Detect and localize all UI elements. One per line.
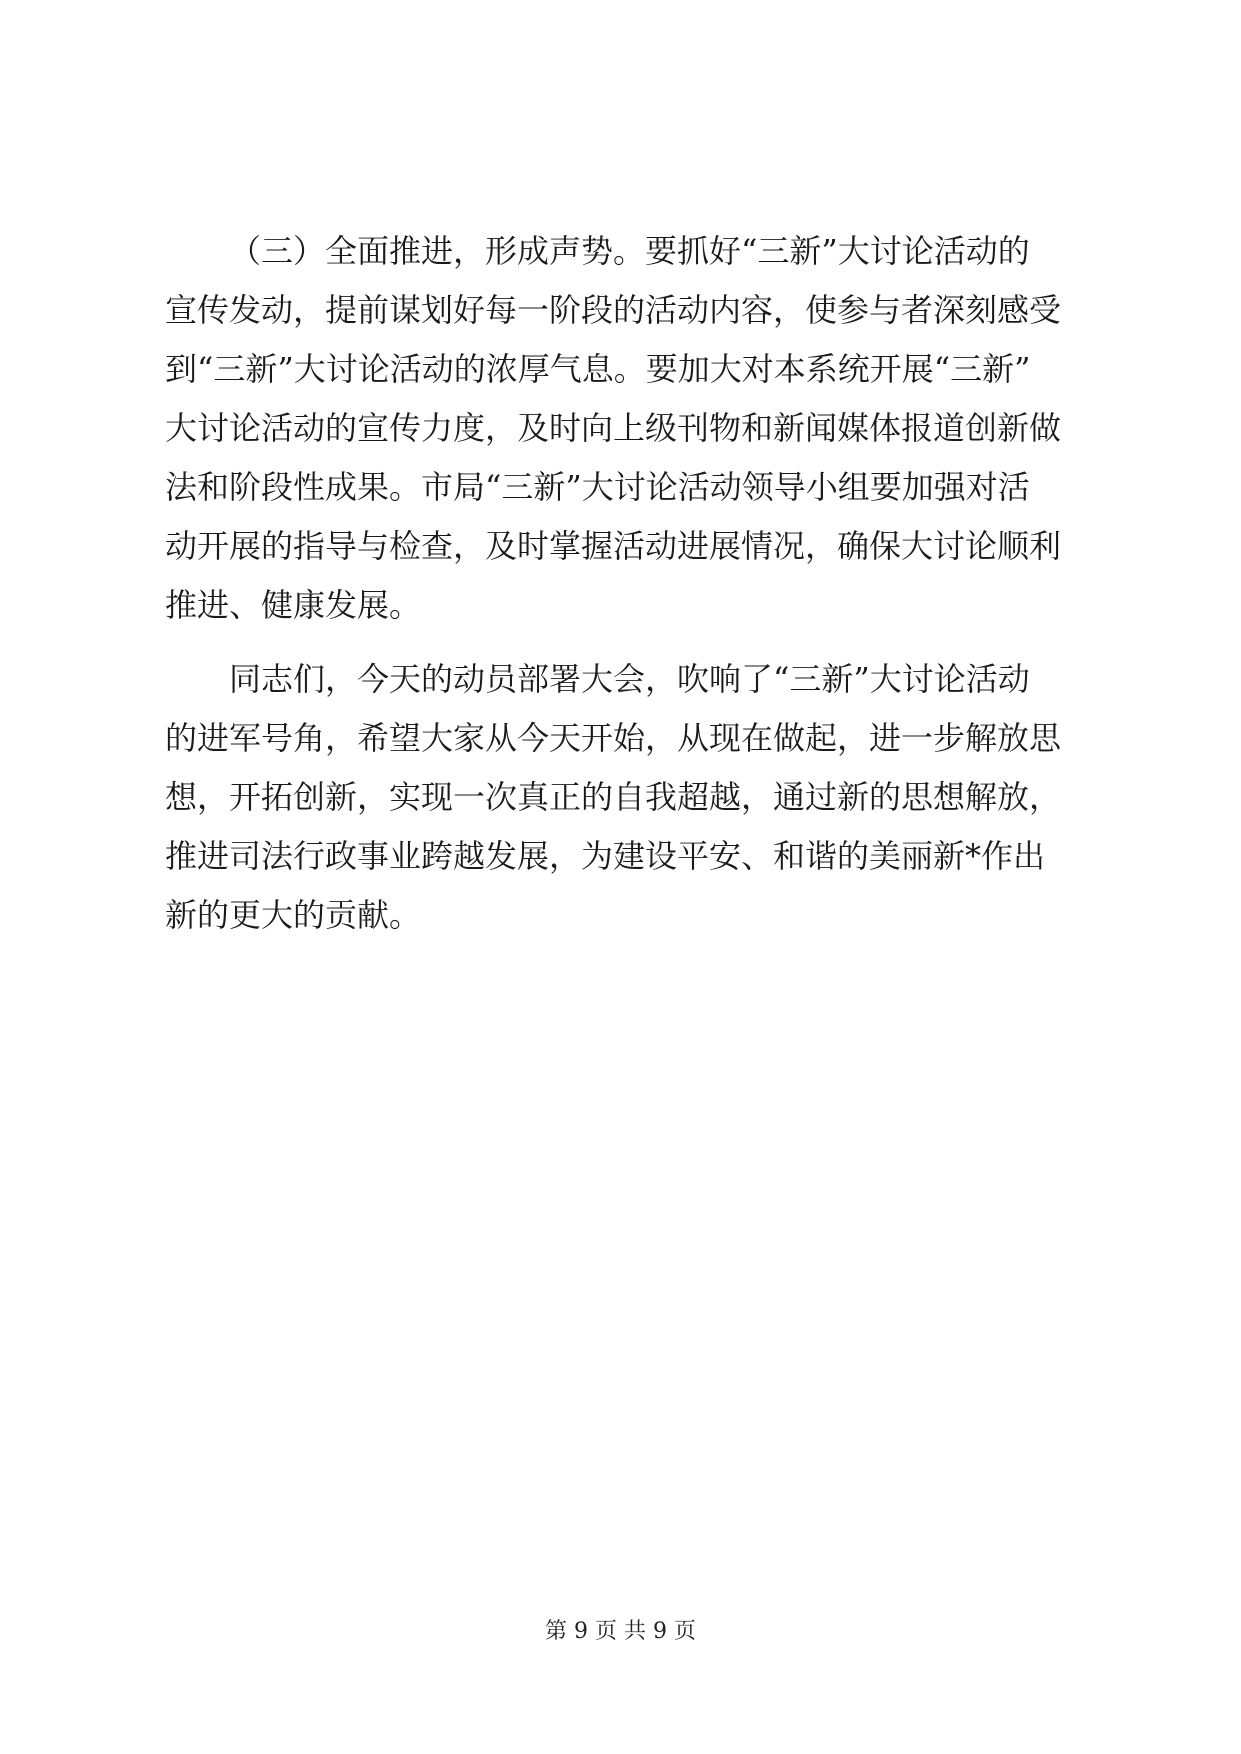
document-body [165,222,1085,945]
paragraph-spacer [165,635,1085,650]
paragraph-closing-remarks [165,650,1085,945]
text-line: 动开展的指导与检查，及时掌握活动进展情况，确保大讨论顺利 [165,527,1062,565]
text-line: 到“三新”大讨论活动的浓厚气息。要加大对本系统开展“三新” [165,350,1031,388]
text-line: 同志们，今天的动员部署大会，吹响了“三新”大讨论活动 [229,660,1030,698]
text-line: 推进司法行政事业跨越发展，为建设平安、和谐的美丽新*作出 [165,837,1046,875]
text-line: 推进、健康发展。 [165,586,422,624]
text-line: 法和阶段性成果。市局“三新”大讨论活动领导小组要加强对活 [165,468,1030,506]
text-line: （三）全面推进，形成声势。要抓好“三新”大讨论活动的 [229,232,1030,270]
text-line: 新的更大的贡献。 [165,896,422,934]
text-line: 宣传发动，提前谋划好每一阶段的活动内容，使参与者深刻感受 [165,291,1062,329]
paragraph-overall-push [165,222,1085,635]
text-line: 大讨论活动的宣传力度，及时向上级刊物和新闻媒体报道创新做 [165,409,1062,447]
text-line: 想，开拓创新，实现一次真正的自我超越，通过新的思想解放， [165,778,1062,816]
text-line: 的进军号角，希望大家从今天开始，从现在做起，进一步解放思 [165,719,1062,757]
page-number-footer: 第 9 页 共 9 页 [545,1619,696,1644]
